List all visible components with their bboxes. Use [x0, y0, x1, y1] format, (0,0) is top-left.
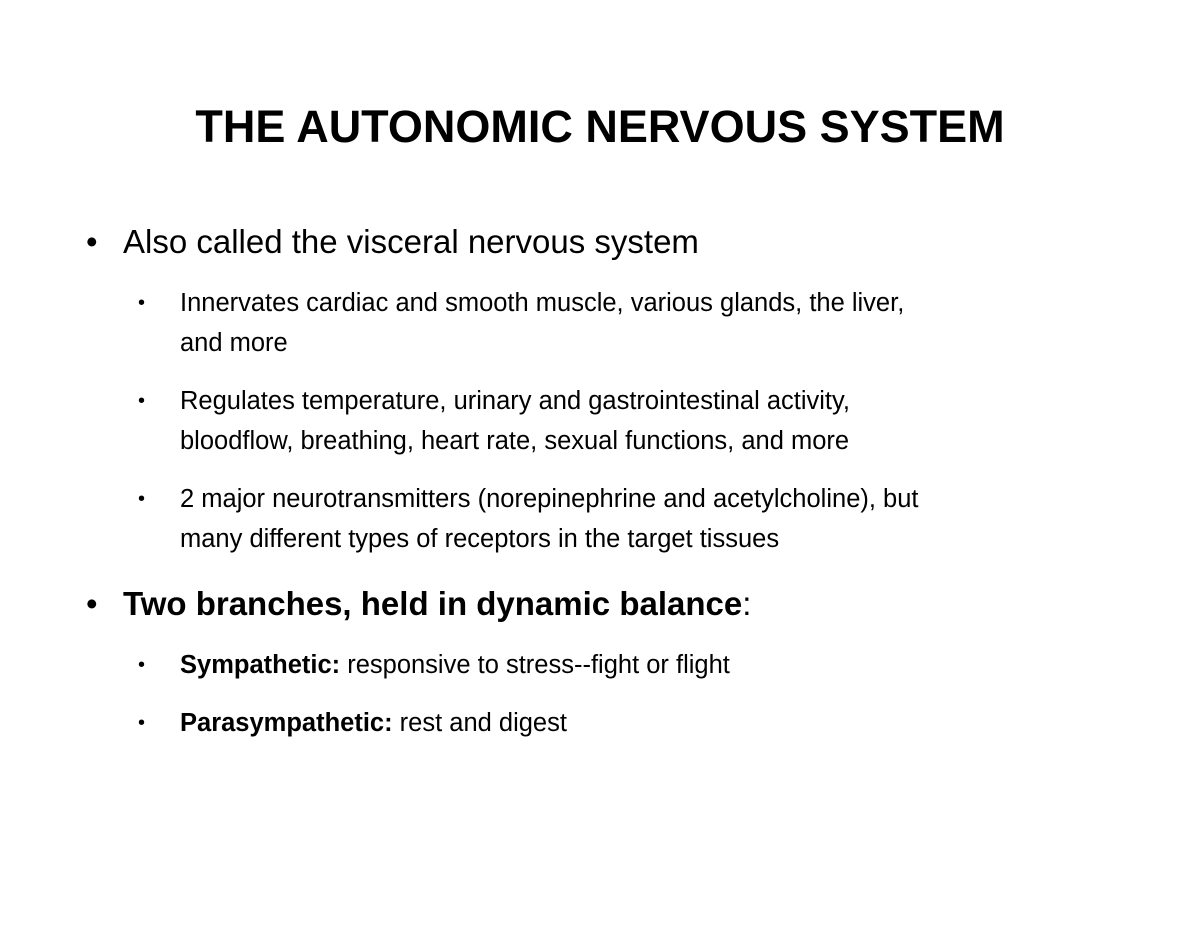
bullet-text — [123, 584, 751, 624]
bullet-text-line2: many different types of receptors in the target tissues — [180, 525, 780, 553]
bullet-text-line2: and more — [180, 329, 288, 357]
bullet-rest: rest and digest — [392, 709, 567, 737]
bullet-text — [180, 646, 730, 685]
bullet-bold: Parasympathetic: — [180, 709, 393, 737]
bullet-text-line2: bloodflow, breathing, heart rate, sexual functions, and more — [180, 427, 850, 455]
bullet-icon: • — [138, 292, 146, 314]
bullet-icon: • — [86, 223, 98, 260]
bullet-rest: : — [742, 585, 752, 622]
bullet-icon: • — [138, 712, 146, 734]
bullet-text-line1: Innervates cardiac and smooth muscle, various glands, the liver, — [180, 289, 905, 317]
slide-title: THE AUTONOMIC NERVOUS SYSTEM — [195, 101, 1005, 152]
bullet-rest: responsive to stress--fight or flight — [340, 651, 730, 679]
bullet-text-line1: Regulates temperature, urinary and gastrointestinal activity, — [180, 387, 850, 415]
bullet-icon: • — [138, 654, 146, 676]
bullet-bold: Two branches, held in dynamic balance — [123, 585, 743, 622]
bullet-text: Also called the visceral nervous system — [123, 223, 699, 260]
bullet-text-line1: 2 major neurotransmitters (norepinephrine and acetylcholine), but — [180, 485, 919, 513]
bullet-icon: • — [138, 488, 146, 510]
bullet-icon: • — [86, 585, 98, 622]
bullet-icon: • — [138, 390, 146, 412]
bullet-text — [180, 704, 567, 743]
bullet-bold: Sympathetic: — [180, 651, 341, 679]
